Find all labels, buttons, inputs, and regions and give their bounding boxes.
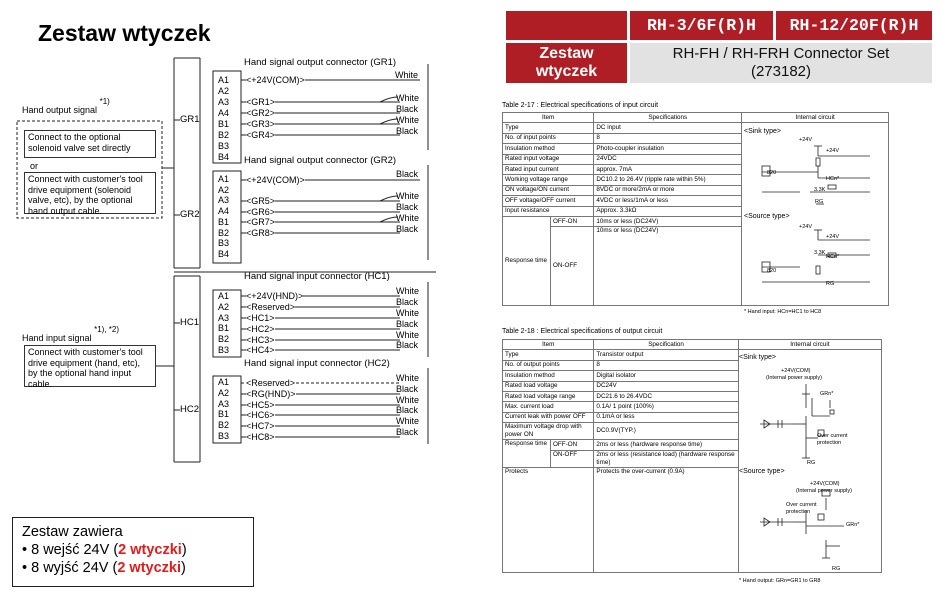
pin-list-hc2: A1 A2 A3 B1 B2 B3 [218,377,230,441]
signal-hc1-reserved: <Reserved> [246,302,296,312]
table-row: Working voltage range DC10.2 to 26.4V (ripple rate within 5%) [503,175,889,185]
signal-hc1-24v: <+24V(HND)> [246,291,304,301]
table-header: Specifications [594,113,742,123]
table-row: Rated input current approx. 7mA [503,164,889,174]
wire-color: White [396,191,420,201]
table-row: ON voltage/ON current 8VDC or more/2mA or more [503,185,889,195]
rg-label: RG [807,460,816,466]
signal-gr2-com: <+24V(COM)> [246,175,305,185]
signal-gr7: <GR7> [246,217,276,227]
table-row: Response time OFF-ON 2ms or less (hardware response time) [503,440,882,450]
table-row: No. of input points 8 [503,133,889,143]
sink-type-label: <Sink type> [744,128,781,135]
signal-gr4: <GR4> [246,130,276,140]
option-tool-drive-input: Connect with customer's tool drive equipment (hand, etc), by the optional hand input cable. [24,345,156,387]
hand-input-signal-label: Hand input signal $^{*1), *2)}$ [22,325,119,343]
sink-type-label: <Sink type> [739,354,776,361]
connector-title-gr1: Hand signal output connector (GR1) [244,57,397,68]
input-circuit-diagram [740,122,888,318]
signal-hc4: <HC4> [246,345,275,355]
hand-output-signal-label: Hand output signal $^{*1)}$ [22,97,110,115]
com-label: +24V(COM) [781,368,811,374]
table-row: Type DC input [503,123,889,133]
signal-hc7: <HC7> [246,421,275,431]
com-label: +24V(COM) [810,481,840,487]
over-current-label: Over current protection [817,433,848,446]
table-row: ON-OFF 2ms or less (resistance load) (hardware response time) [503,450,882,467]
table-row: No. of output points 8 [503,360,882,370]
wire-color: White [396,330,420,340]
rg-label: RG [832,566,841,572]
connector-title-hc1: Hand signal input connector (HC1) [244,271,390,282]
table-row: Rated load voltage range DC21.6 to 26.4VDC [503,391,882,401]
table-row: Current leak with power OFF 0.1mA or less [503,412,882,422]
wire-color: Black [396,297,419,307]
table-row: Maximum voltage drop with power ON DC0.9V(TYP.) [503,423,882,440]
wire-color: White [396,115,420,125]
signal-hc1: <HC1> [246,313,275,323]
signal-gr8: <GR8> [246,228,276,238]
wire-color: Black [396,202,419,212]
wire-color: Black [396,427,419,437]
group-label-gr2: GR2 [180,209,200,220]
wire-color: Black [396,319,419,329]
table2-caption: Table 2-18 : Electrical specifications of output circuit [502,328,663,335]
signal-gr2: <GR2> [246,108,276,118]
set-contents-title: Zestaw zawiera [22,524,123,540]
output-circuit-footnote: * Hand output: GRn=GR1 to GR8 [739,578,821,584]
table-header: Internal circuit [738,340,881,350]
table-row: Type Transistor output [503,350,882,360]
set-name-cell [630,43,932,83]
table-row: Insulation method Digital isolator [503,371,882,381]
hcn-label: HCn* [826,254,840,260]
table-row: Protects Protects the over-current (0.9A) [503,467,882,572]
wire-color: White [396,286,420,296]
set-contents-box [12,517,254,587]
input-circuit-footnote: * Hand input: HCn=HC1 to HC8 [744,309,822,315]
table-header: Internal circuit [742,113,889,123]
signal-hc5: <HC5> [246,400,275,410]
page-title: Zestaw wtyczek [38,20,211,46]
signal-hc2-reserved: <Reserved> [246,378,296,388]
grn-label: GRn* [820,391,834,397]
wire-color: White [396,373,420,383]
connector-title-hc2: Hand signal input connector (HC2) [244,358,390,369]
source-type-label: <Source type> [744,213,790,220]
r33k-label: 3.3K [814,187,826,193]
option-tool-drive-output: Connect with customer's tool drive equipment (solenoid valve, etc), by the optional hand output cable. [24,172,156,214]
signal-gr1: <GR1> [246,97,276,107]
rg-label: RG [815,199,824,205]
wire-color: White [396,416,420,426]
or-label: or [30,161,39,171]
v24-label: +24V [826,148,839,154]
table-row: Insulation method Photo-coupler insulation [503,144,889,154]
table-row: Input resistance Approx. 3.3kΩ [503,206,889,216]
wire-color: White [396,213,420,223]
signal-gr1-com: <+24V(COM)> [246,75,305,85]
wire-color: Black [396,405,419,415]
table-row: Response time OFF-ON 10ms or less (DC24V) [503,216,889,226]
hcn-label: HCn* [826,176,840,182]
connector-title-gr2: Hand signal output connector (GR2) [244,155,397,166]
group-label-hc1: HC1 [180,317,200,328]
option-solenoid-valve: Connect to the optional solenoid valve set directly [24,130,156,158]
table-header: Specification [594,340,738,350]
v24-label: +24V [799,137,812,143]
model-2-header: RH-12/20F(R)H [776,11,932,40]
signal-hc3: <HC3> [246,335,275,345]
wire-color: White [396,395,420,405]
set-label: Zestaw wtyczek [506,43,627,83]
signal-hc2: <HC2> [246,324,275,334]
rg-label: RG [826,281,835,287]
wire-color: Black [396,224,419,234]
wire-color: White [395,70,419,80]
table-header: Item [503,113,594,123]
signal-hc2-rg: <RG(HND)> [246,389,296,399]
pin-list-gr1: A1 A2 A3 A4 B1 B2 B3 B4 [218,75,230,162]
set-name: RH-FH / RH-FRH Connector Set [672,45,890,62]
source-type-label: <Source type> [739,468,785,475]
wire-color: Black [396,169,419,179]
set-contents-item: • 8 wejść 24V (2 wtyczki) [22,542,187,558]
set-contents-item: • 8 wyjść 24V (2 wtyczki) [22,560,186,576]
set-code: (273182) [750,63,812,80]
r820-label: 820 [767,268,777,274]
grn-label: GRn* [846,522,860,528]
table1-caption: Table 2-17 : Electrical specifications of input circuit [502,102,659,109]
internal-power-label: (Internal power supply) [766,375,822,381]
table-header: Item [503,340,594,350]
wire-color: Black [396,104,419,114]
over-current-label: Over current protection [786,502,817,515]
header-blank-cell [506,11,627,40]
signal-gr6: <GR6> [246,207,276,217]
signal-gr5: <GR5> [246,196,276,206]
table-row: Rated load voltage DC24V [503,381,882,391]
wire-color: Black [396,384,419,394]
table-row: OFF voltage/OFF current 4VDC or less/1mA or less [503,196,889,206]
pin-list-gr2: A1 A2 A3 A4 B1 B2 B3 B4 [218,174,230,259]
v24-label: +24V [799,224,812,230]
v24-label: +24V [826,234,839,240]
r820-label: 820 [767,170,777,176]
wire-color: White [396,93,420,103]
wire-color: White [396,308,420,318]
r33k-label: 3.3K [814,250,826,256]
table-row: ON-OFF 10ms or less (DC24V) [503,227,889,306]
signal-hc6: <HC6> [246,410,275,420]
pin-list-hc1: A1 A2 A3 B1 B2 B3 [218,291,230,355]
group-label-gr1: GR1 [180,114,200,125]
signal-hc8: <HC8> [246,432,275,442]
internal-power-label: (Internal power supply) [796,488,852,494]
signal-gr3: <GR3> [246,119,276,129]
wire-color: Black [396,340,419,350]
group-label-hc2: HC2 [180,404,200,415]
table-row: Max. current load 0.1A/ 1 point (100%) [503,402,882,412]
model-1-header: RH-3/6F(R)H [630,11,773,40]
table-row: Rated input voltage 24VDC [503,154,889,164]
wire-color: Black [396,126,419,136]
